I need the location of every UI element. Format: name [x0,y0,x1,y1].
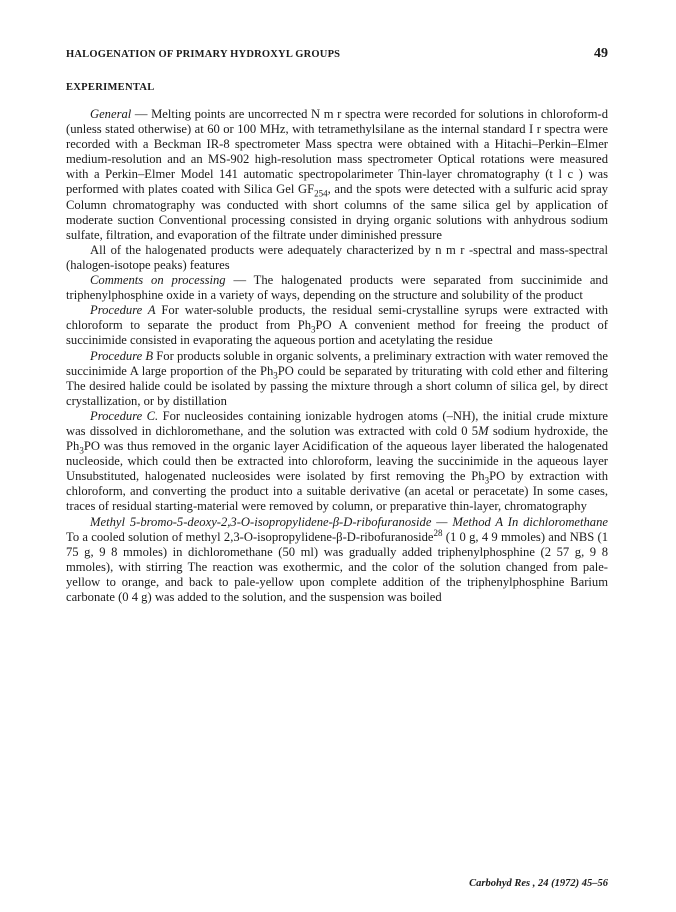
running-head: HALOGENATION OF PRIMARY HYDROXYL GROUPS [66,49,341,60]
reference-superscript: 28 [433,527,443,538]
paragraph-procedure-c [66,409,608,515]
page-number: 49 [594,46,608,61]
paragraph-procedure-b [66,349,608,409]
text-procedure-c-1: For nucleosides containing ionizable hydrogen atoms (–NH), the initial crude mixture was dissolved in dichloromethane, and the solution was extracted with cold 0 5 [66,408,609,438]
body-text [66,107,608,605]
subscript-3: 3 [311,324,316,335]
text-methyl-2: (1 0 g, 4 9 mmoles) and NBS (1 75 g, 9 8 mmoles) in dichloromethane (50 ml) was gradually added triphenylphosphine (2 57 g, 9 8 mmoles), with stirring The reaction was exothermic, and the color of the solution changed from pale-yellow to orange, and back to pale-yellow upon complete addition of the triphenylphosphine Barium carbonate (0 4 g) was added to the solution, and the suspension was boiled [66,529,608,604]
paragraph-characterized: All of the halogenated products were adequately characterized by n m r -spectral and mass-spectral (halogen-isotope peaks) features [66,242,608,272]
subscript-3: 3 [273,370,278,381]
text-comments: — The halogenated products were separated from succinimide and triphenylphosphine oxide in a variety of ways, depending on the structure and solubility of the product [66,273,608,303]
lead-general: General [90,107,132,121]
lead-methyl-bromo: Methyl 5-bromo-5-deoxy-2,3-O-isopropylidene-β-D-ribofuranoside — Method A In dichloromethane [90,514,608,529]
text-procedure-c-2: sodium hydroxide, the Ph [66,423,608,454]
subscript-3: 3 [79,445,84,456]
journal-footer: Carbohyd Res , 24 (1972) 45–56 [469,878,608,889]
text-procedure-b-2: PO could be separated by triturating with cold ether and filtering The desired halide could be isolated by passing the mixture through a short column of silica gel, by direct crystallization, or by distillation [66,363,608,408]
section-title: EXPERIMENTAL [66,82,155,93]
paragraph-methyl-bromo [66,515,608,606]
paragraph-general [66,107,608,243]
text-procedure-a-1: For water-soluble products, the residual semi-crystalline syrups were extracted with chloroform to separate the product from Ph [66,303,608,333]
lead-procedure-a: Procedure A [90,303,156,318]
page [66,46,608,605]
unit-molar: M [478,423,489,438]
paragraph-procedure-a [66,303,608,348]
text-general: — Melting points are uncorrected N m r spectra were recorded for solutions in chloroform-d (unless stated otherwise) at 60 or 100 MHz, with tetramethylsilane as the internal standard I r spectra were recorded with a Beckman IR-8 spectrometer Mass spectra were obtained with a Hitachi–Perkin–Elmer medium-resolution and an MS-902 high-resolution mass spectrometer Optical rotations were measured with a Perkin–Elmer Model 141 automatic spectropolarimeter Thin-layer chromatography (t l c ) was performed with plates coated with Silica Gel GF [66,107,608,197]
lead-procedure-b: Procedure B [90,348,154,363]
lead-comments: Comments on processing [90,273,226,288]
text-general-2: , and the spots were detected with a sulfuric acid spray Column chromatography was conducted with short columns of the same silica gel by application of moderate suction Conventional processing consisted in drying organic solutions with anhydrous sodium sulfate, filtration, and evaporation of the filtrate under diminished pressure [66,182,608,242]
text-procedure-c-3: PO was thus removed in the organic layer Acidification of the aqueous layer liberated the halogenated nucleoside, which could then be extracted into chloroform, leaving the succinimide in the aqueous layer Unsubstituted, halogenated nucleosides were isolated by first removing the Ph [66,439,608,484]
paragraph-comments [66,273,608,303]
subscript-3: 3 [484,475,490,486]
page-header [66,46,608,68]
text-methyl-1: To a cooled solution of methyl 2,3-O-isopropylidene-β-D-ribofuranoside [66,529,434,544]
text-procedure-b-1: For products soluble in organic solvents, a preliminary extraction with water removed the succinimide A large proportion of the Ph [66,348,609,378]
subscript-254: 254 [314,188,328,199]
lead-procedure-c: Procedure C. [90,408,159,423]
text-procedure-a-2: PO A convenient method for freeing the product of succinimide consisted in evaporating the aqueous portion and acetylating the residue [66,318,608,348]
text-procedure-c-4: PO by extraction with chloroform, and converting the product into a suitable derivative (an acetal or peracetate) In some cases, traces of residual starting-material were removed by column, or preparative thin-layer, chromatography [66,469,608,514]
